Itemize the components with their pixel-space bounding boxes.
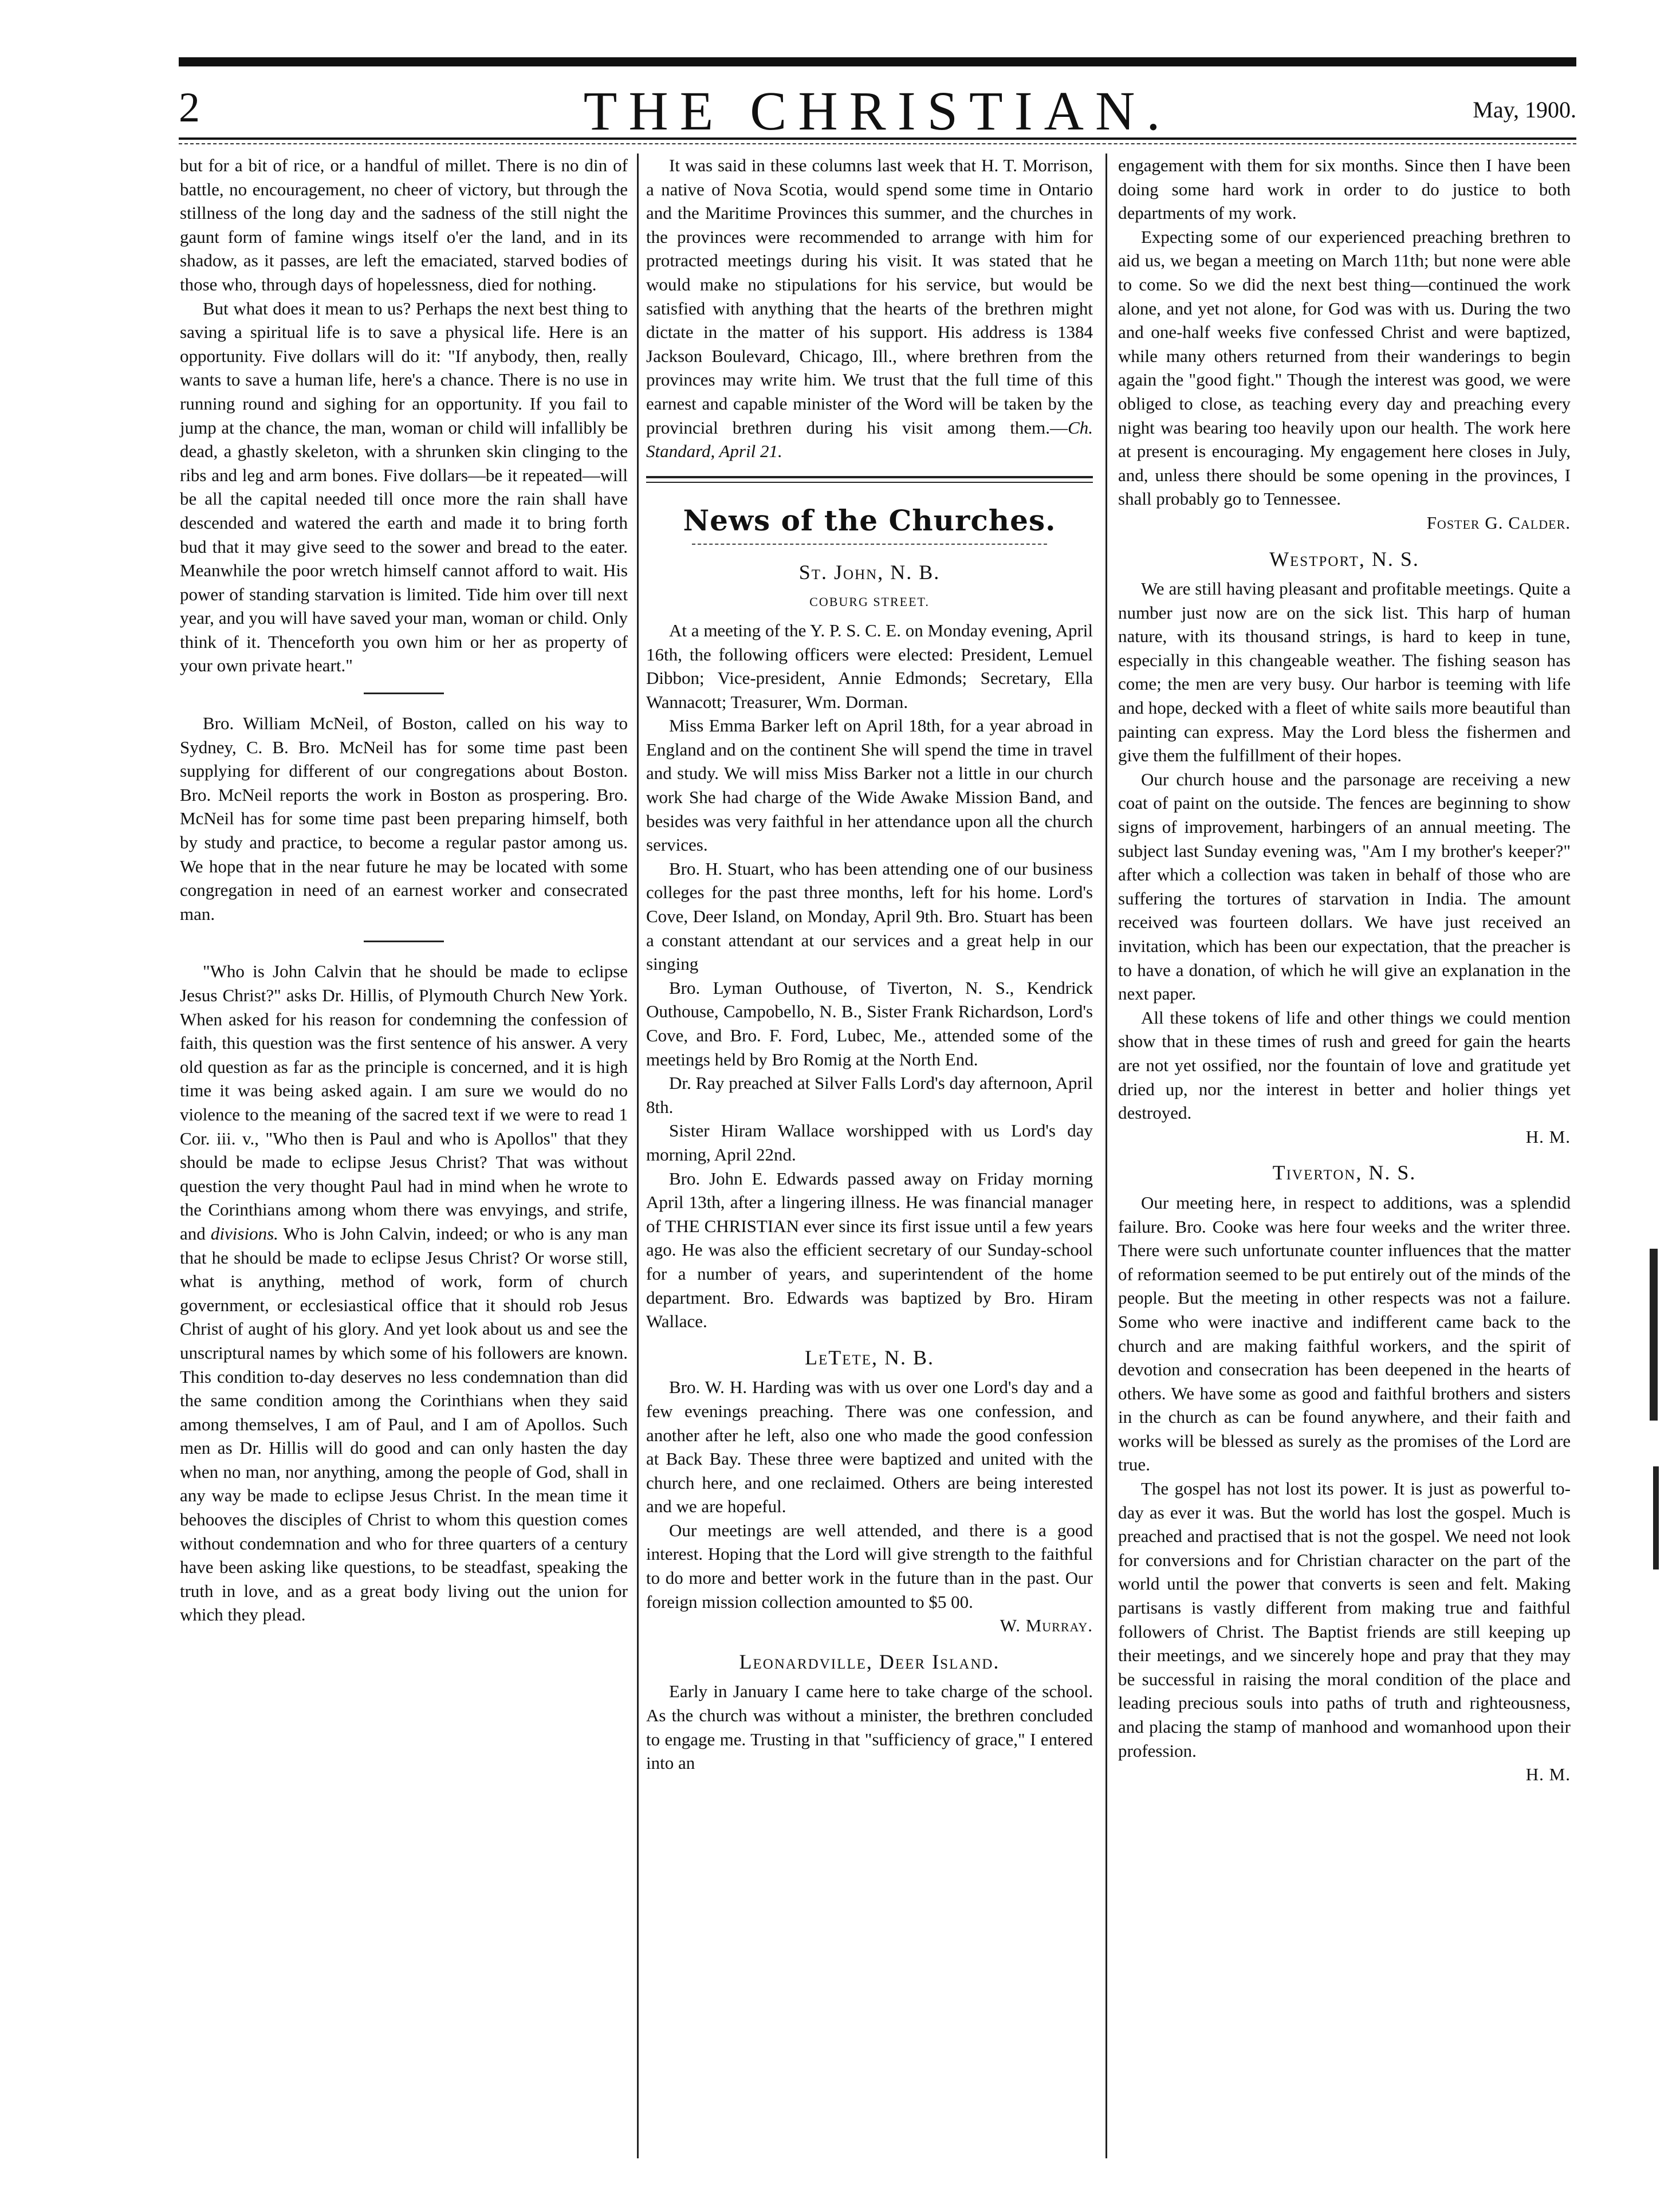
paragraph: Early in January I came here to take charge of the school. As the church was without a minister, the brethren concluded to engage me. Trusting in that "sufficiency of grace," I entered into an	[646, 1681, 1093, 1773]
paragraph: At a meeting of the Y. P. S. C. E. on Monday evening, April 16th, the following officers were elected: President, Lemuel Dibbon; Vice-president, Annie Edmonds; Secretary, Ella Wannacott; Treasurer, Wm. Dorman.	[646, 620, 1093, 712]
paragraph	[180, 959, 628, 1627]
citation: Ch. Standard, April 21.	[646, 417, 1093, 462]
place-heading: LeTete, N. B.	[804, 1346, 935, 1369]
paragraph: Bro. W. H. Harding was with us over one Lord's day and a few evenings preaching. There was one confession, and another after he left, also one who made the good confession at Back Bay. These three were baptized and united with the church here, and one reclaimed. Others are being interested and we are hopeful.	[646, 1377, 1093, 1517]
paragraph: Sister Hiram Wallace worshipped with us Lord's day morning, April 22nd.	[646, 1120, 1093, 1165]
section-heading: News of the Churches.	[683, 503, 1056, 537]
paragraph: We are still having pleasant and profitable meetings. Quite a number just now are on the sick list. This harp of human nature, with its thousand strings, is hard to keep in tune, especially in this changeable weather. The fishing season has come; the men are very busy. Our harbor is teeming with life and hope, decked with a fleet of white sails more beautiful than painting can express. May the Lord bless the fishermen and give them the fulfillment of their hopes.	[1118, 579, 1571, 766]
paragraph: Bro. John E. Edwards passed away on Friday morning April 13th, after a lingering illness. He was financial manager of THE CHRISTIAN ever since its first issue until a few years ago. He was also the efficient secretary of our Sunday-school for a number of years, and superintendent of the home department. Bro. Edwards was baptized by Bro. Hiram Wallace.	[646, 1168, 1093, 1332]
place-heading: Leonardville, Deer Island.	[739, 1650, 1000, 1673]
place-heading: St. John, N. B.	[798, 560, 941, 584]
signature: W. Murray.	[1000, 1615, 1093, 1636]
paragraph: All these tokens of life and other things we could mention show that in these times of rush and greed for gain the hearts are not yet ossified, nor the fountain of love and gratitude yet dried up, nor the interest in better and holier things yet destroyed.	[1118, 1007, 1571, 1123]
place-heading: Tiverton, N. S.	[1272, 1161, 1417, 1185]
page-number: 2	[179, 84, 200, 131]
dashed-rule	[692, 544, 1047, 545]
publication-title: THE CHRISTIAN.	[583, 80, 1172, 141]
scan-mark	[1650, 1249, 1658, 1421]
paragraph: Our meetings are well attended, and there is a good interest. Hoping that the Lord will give strength to the faithful to do more and better work in the future than in the past. Our foreign mission collection amounted to $5 00.	[646, 1520, 1093, 1612]
text-run: "Who is John Calvin that he should be made to eclipse Jesus Christ?" asks Dr. Hillis, of Plymouth Church New York. When asked for his reason for condemning the confession of faith, this question was the first sentence of his answer. A very old question as far as the principle is concerned, and it is high time it was being asked again. I am sure we would do no violence to the meaning of the sacred text if we were to read 1 Cor. iii. v., "Who then is Paul and who is Apollos" that they should be made to eclipse Jesus Christ? That was without question the very thought Paul had in mind when he wrote to the Corinthians among whom there was envyings, and strife, and	[180, 961, 628, 1244]
masthead-top-rule	[179, 57, 1576, 66]
paragraph: engagement with them for six months. Since then I have been doing some hard work in order to do justice to both departments of my work.	[1118, 155, 1571, 223]
text-run: It was said in these columns last week that H. T. Morrison, a native of Nova Scotia, would spend some time in Ontario and the Maritime Provinces this summer, and the churches in the provinces were recommended to arrange with him for protracted meetings during his visit. It was stated that he would make no stipulations for his service, but would be satisfied with anything that the hearts of the brethren might dictate in the matter of his support. His address is 1384 Jackson Boulevard, Chicago, Ill., where brethren from the provinces may write him. We trust that the full time of this earnest and capable minister of the Word will be taken by the provincial brethren during his visit among them.—	[646, 155, 1093, 438]
emphasized-word: divisions.	[210, 1223, 278, 1244]
column-1	[180, 154, 628, 1627]
signature: H. M.	[1525, 1126, 1571, 1147]
separator-rule	[364, 941, 444, 942]
paragraph: But what does it mean to us? Perhaps the next best thing to saving a spiritual life is to save a physical life. Here is an opportunity. Five dollars will do it: "If anybody, then, really wants to save a human life, here's a chance. There is no use in running round and sighing for an opportunity. If you fail to jump at the chance, the man, woman or child will infallibly be dead, a ghastly skeleton, with a shrunken skin clinging to the ribs and leg and arm bones. Five dollars—be it repeated—will be all the capital needed till once more the rain shall have descended and watered the earth and made it to bring forth bud that it may give seed to the sower and bread to the eater. Meanwhile the poor wretch himself cannot afford to wait. His power of standing starvation is limited. Tide him over till next year, and you will have saved your man, woman or child. Only think of it. Thenceforth you own him or her as property of your own private heart."	[180, 298, 628, 676]
masthead	[179, 73, 1576, 141]
paragraph: Expecting some of our experienced preaching brethren to aid us, we began a meeting on March 11th; but none were able to come. So we did the next best thing—continued the work alone, and yet not alone, for God was with us. During the two and one-half weeks five confessed Christ and were baptized, while many others returned from their wanderings to begin again the "good fight." Though the interest was good, we were obliged to close, as teaching every day and preaching every night was bearing too heavily upon our health. The work here at present is encouraging. My engagement here closes in July, and, unless there should be some opening in the provinces, I shall probably go to Tennessee.	[1118, 226, 1571, 509]
masthead-dashed-rule	[179, 143, 1576, 144]
separator-rule	[364, 693, 444, 694]
paragraph: Bro. Lyman Outhouse, of Tiverton, N. S., Kendrick Outhouse, Campobello, N. B., Sister Frank Richardson, Lord's Cove, and Bro. F. Ford, Lubec, Me., attended some of the meetings held by Bro Romig at the North End.	[646, 977, 1093, 1069]
column-divider-1	[637, 154, 639, 2158]
paragraph: Bro. William McNeil, of Boston, called on his way to Sydney, C. B. Bro. McNeil has for some time past been supplying for different of our congregations about Boston. Bro. McNeil reports the work in Boston as prospering. Bro. McNeil has for some time past been preparing himself, both by study and practice, to become a regular pastor among us. We hope that in the near future he may be located with some congregation in need of an earnest worker and consecrated man.	[180, 713, 628, 924]
paragraph: Our church house and the parsonage are receiving a new coat of paint on the outside. The fences are beginning to show signs of improvement, harbingers of an annual meeting. The subject last Sunday evening was, "Am I my brother's keeper?" after which a collection was taken in behalf of those who are suffering the tortures of starvation in India. The amount received was fourteen dollars. We have just received an invitation, which has been our expectation, that the preacher is to have a donation, of which he will give an explanation in the next paper.	[1118, 769, 1571, 1004]
double-rule	[646, 476, 1093, 483]
paragraph: The gospel has not lost its power. It is just as powerful to-day as ever it was. But the world has lost the gospel. Much is preached and practised that is not the gospel. We need not look for conversions and for Christian character on the part of the world until the power that converts is seen and felt. Making partisans is vastly different from making true and faithful followers of Christ. The Baptist friends are still keeping up their meetings, and we sincerely hope and pray that they may be successful in raising the moral condition of the place and leading precious souls into paths of truth and righteousness, and placing the stamp of manhood and womanhood upon their profession.	[1118, 1478, 1571, 1761]
signature: H. M.	[1525, 1764, 1571, 1785]
sub-heading: COBURG STREET.	[809, 595, 930, 609]
paragraph: Our meeting here, in respect to additions, was a splendid failure. Bro. Cooke was here four weeks and the writer three. There were such unfortunate counter influences that the matter of reformation seemed to be put entirely out of the minds of the people. But the meeting in other respects was not a failure. Some who were inactive and indifferent came back to the church and are making faithful workers, and the spirit of devotion and consecration has been deepened in the hearts of others. We have some as good and faithful brothers and sisters in the church as can be found anywhere, and their faith and works will be blessed as surely as the promises of the Lord are true.	[1118, 1192, 1571, 1475]
column-2	[646, 154, 1093, 1775]
paragraph: Miss Emma Barker left on April 18th, for a year abroad in England and on the continent She will spend the time in travel and study. We will miss Miss Barker not a little in our church work She had charge of the Wide Awake Mission Band, and besides was very faithful in her attendance upon all the church services.	[646, 715, 1093, 855]
column-3	[1118, 154, 1571, 1787]
text-run: Who is John Calvin, indeed; or who is any man that he should be made to eclipse Jesus Christ? Or worse still, what is anything, method of work, form of church government, or ecclesiastical office that it should rob Jesus Christ of aught of his glory. And yet look about us and see the unscriptural names by which some of his followers are known. This condition to-day deserves no less condemnation than did the same condition among the Corinthians when they said among themselves, I am of Paul, and I am of Apollos. Such men as Dr. Hillis will do good and can only hasten the day when no man, nor anything, among the people of God, shall in any way be made to eclipse Jesus Christ. In the mean time it behooves the disciples of Christ to whom this question comes without condemnation and who for three quarters of a century have been asking like questions, to be steadfast, speaking the truth in love, and as a great body living out the union for which they plead.	[180, 1223, 628, 1625]
paragraph	[646, 154, 1093, 463]
issue-date: May, 1900.	[1473, 97, 1576, 123]
signature: Foster G. Calder.	[1426, 512, 1571, 533]
place-heading: Westport, N. S.	[1269, 547, 1419, 571]
paragraph: but for a bit of rice, or a handful of millet. There is no din of battle, no encouragement, no cheer of victory, but through the stillness of the long day and the sadness of the still night the gaunt form of famine wings itself o'er the land, and in its shadow, as it passes, are left the emaciated, starved bodies of those who, through days of hopelessness, died for nothing.	[180, 155, 628, 294]
paragraph: Dr. Ray preached at Silver Falls Lord's day afternoon, April 8th.	[646, 1073, 1093, 1117]
scan-mark	[1653, 1466, 1659, 1569]
paragraph: Bro. H. Stuart, who has been attending one of our business colleges for the past three months, left for his home. Lord's Cove, Deer Island, on Monday, April 9th. Bro. Stuart has been a constant attendant at our services and a great help in our singing	[646, 858, 1093, 974]
column-divider-2	[1105, 154, 1107, 2158]
masthead-bottom-rule	[179, 137, 1576, 140]
